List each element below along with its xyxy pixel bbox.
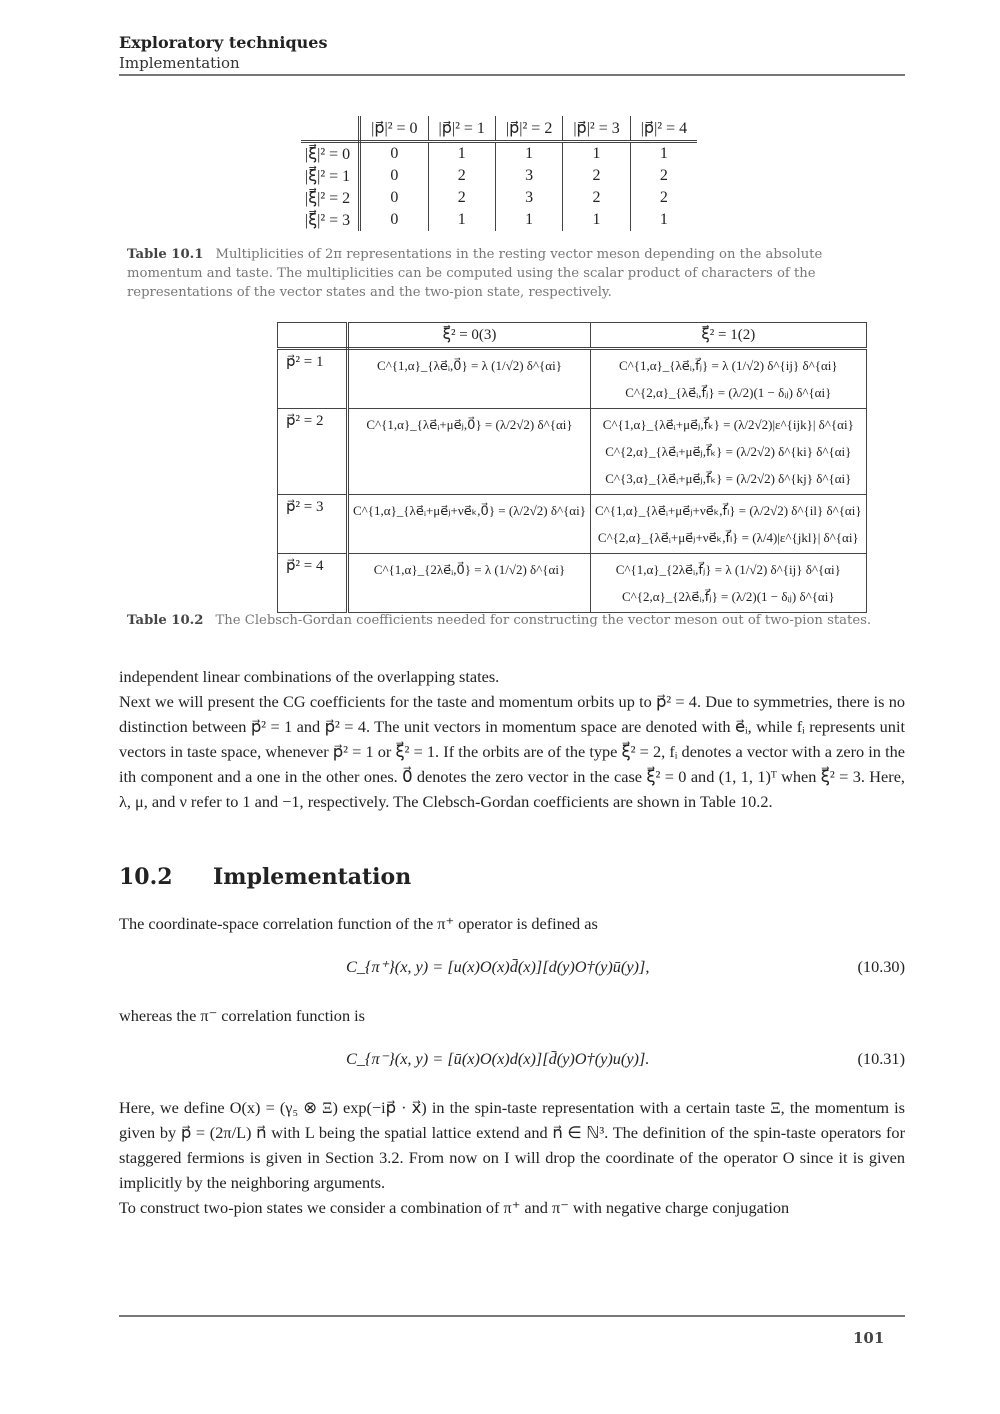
table-row — [301, 165, 697, 187]
equation-number: (10.31) — [857, 1049, 905, 1068]
formula: C^{1,α}_{λe⃗ᵢ,0⃗} = λ (1/√2) δ^{αi} — [377, 358, 562, 373]
page-number: 101 — [853, 1329, 885, 1347]
table-cell — [348, 554, 591, 613]
table-header-row — [301, 116, 697, 142]
row-header: |ξ⃗|² = 1 — [301, 165, 360, 187]
equation-number: (10.30) — [857, 957, 905, 976]
caption-label: Table 10.1 — [127, 247, 204, 262]
section-title: Implementation — [213, 864, 412, 890]
formula: C^{1,α}_{2λe⃗ᵢ,0⃗} = λ (1/√2) δ^{αi} — [373, 562, 566, 577]
paragraph: The coordinate-space correlation function of the π⁺ operator is defined as — [119, 914, 598, 933]
table-caption — [127, 245, 899, 302]
table-row — [278, 495, 867, 554]
column-header: |p⃗|² = 0 — [360, 116, 428, 142]
formula: C^{2,α}_{λe⃗ᵢ+μe⃗ⱼ+νe⃗ₖ,f⃗ₗ} = (λ/4)|ε^{jkl}| δ^{αi} — [597, 530, 859, 545]
table-cell: 3 — [495, 165, 562, 187]
table-cell: 2 — [428, 165, 495, 187]
footer-rule — [119, 1315, 905, 1317]
formula: C^{2,α}_{λe⃗ᵢ+μe⃗ⱼ,f⃗ₖ} = (λ/2√2) δ^{ki} δ^{αi} — [605, 444, 852, 459]
formula: C^{1,α}_{λe⃗ᵢ+μe⃗ⱼ+νe⃗ₖ,0⃗} = (λ/2√2) δ^{αi} — [353, 503, 586, 518]
formula: C^{1,α}_{2λe⃗ᵢ,f⃗ⱼ} = λ (1/√2) δ^{ij} δ^{αi} — [615, 562, 841, 577]
table-cell: 2 — [630, 187, 697, 209]
equation-expression: C_{π⁺}(x, y) = [u(x)O(x)d̄(x)][d(y)O†(y)ū(y)], — [346, 957, 650, 976]
chapter-title: Exploratory techniques — [119, 33, 328, 52]
section-subtitle: Implementation — [119, 54, 240, 72]
table-cell: 2 — [630, 165, 697, 187]
table-cell — [590, 495, 866, 554]
table-caption — [127, 611, 899, 630]
paragraph: whereas the π⁻ correlation function is — [119, 1006, 366, 1025]
body-text — [119, 664, 905, 814]
row-header: p⃗² = 1 — [278, 349, 348, 409]
table-cell: 1 — [495, 142, 562, 166]
table-cell — [348, 409, 591, 495]
section-heading — [119, 864, 411, 890]
paragraph: Here, we define O(x) = (γ₅ ⊗ Ξ) exp(−ip⃗ · x⃗) in the spin-taste representation with a certain taste Ξ, the momentum is given by p⃗ = (2π/L) n⃗ with L being the spatial lattice extend and n⃗ ∈ ℕ³. The definition of the spin-taste operators for staggered fermions is given in Section 3.2. From now on I will drop the coordinate of the operator O since it is given implicitly by the neighboring arguments. — [119, 1098, 905, 1192]
table-cell — [590, 349, 866, 409]
table-row — [301, 142, 697, 166]
table-cell — [590, 554, 866, 613]
table-cell: 1 — [495, 209, 562, 231]
body-text — [119, 1003, 905, 1028]
caption-text: The Clebsch-Gordan coefficients needed for constructing the vector meson out of two-pion states. — [215, 613, 872, 628]
table-header-row — [278, 323, 867, 349]
table-row — [301, 187, 697, 209]
column-header: |p⃗|² = 1 — [428, 116, 495, 142]
table-row — [301, 209, 697, 231]
formula: C^{2,α}_{λe⃗ᵢ,f⃗ⱼ} = (λ/2)(1 − δᵢⱼ) δ^{αi} — [625, 385, 832, 400]
formula: C^{1,α}_{λe⃗ᵢ+μe⃗ⱼ,f⃗ₖ} = (λ/2√2)|ε^{ijk}| δ^{αi} — [602, 417, 854, 432]
table-cell: 0 — [390, 211, 399, 228]
table-cell: 2 — [563, 187, 630, 209]
running-header — [119, 33, 905, 73]
multiplicity-table — [301, 116, 697, 231]
column-header: |p⃗|² = 4 — [630, 116, 697, 142]
table-cell: 2 — [428, 187, 495, 209]
paragraph: Next we will present the CG coefficients for the taste and momentum orbits up to p⃗² = 4. Due to symmetries, there is no distinction between p⃗² = 1 and p⃗² = 4. The unit vectors in momentum space are denoted with e⃗ᵢ, while fᵢ represents unit vectors in taste space, whenever p⃗² = 1 or ξ⃗² = 1. If the orbits are of the type ξ⃗² = 2, fᵢ denotes a vector with a zero in the ith component and a one in the other ones. 0⃗ denotes the zero vector in the case ξ⃗² = 0 and (1, 1, 1)ᵀ when ξ⃗² = 3. Here, λ, μ, and ν refer to 1 and −1, respectively. The Clebsch-Gordan coefficients are shown in Table 10.2. — [119, 692, 905, 811]
table-cell: 1 — [563, 209, 630, 231]
table-cell: 1 — [630, 209, 697, 231]
formula: C^{2,α}_{2λe⃗ᵢ,f⃗ⱼ} = (λ/2)(1 − δᵢⱼ) δ^{αi} — [621, 589, 835, 604]
column-header: |p⃗|² = 3 — [563, 116, 630, 142]
table-cell: 2 — [563, 165, 630, 187]
table-cell: 1 — [428, 142, 495, 166]
paragraph: independent linear combinations of the overlapping states. — [119, 667, 500, 686]
caption-text: Multiplicities of 2π representations in the resting vector meson depending on the absolute momentum and taste. The multiplicities can be computed using the scalar product of characters of the representations of the vector states and the two-pion state, respectively. — [127, 247, 823, 300]
equation — [119, 1049, 905, 1075]
row-header: |ξ⃗|² = 3 — [301, 209, 360, 231]
table-row — [278, 554, 867, 613]
table-cell — [348, 349, 591, 409]
caption-label: Table 10.2 — [127, 613, 204, 628]
table-row — [278, 349, 867, 409]
table-cell: 0 — [390, 167, 399, 184]
formula: C^{1,α}_{λe⃗ᵢ+μe⃗ⱼ+νe⃗ₖ,f⃗ₗ} = (λ/2√2) δ^{il} δ^{αi} — [594, 503, 862, 518]
column-header: |p⃗|² = 2 — [495, 116, 562, 142]
table-cell — [590, 409, 866, 495]
table-cell: 0 — [390, 189, 399, 206]
body-text — [119, 911, 905, 936]
formula: C^{1,α}_{λe⃗ᵢ,f⃗ⱼ} = λ (1/√2) δ^{ij} δ^{αi} — [618, 358, 838, 373]
equation-expression: C_{π⁻}(x, y) = [ū(x)O(x)d(x)][d̄(y)O†(y)u(y)]. — [346, 1049, 650, 1068]
row-header: |ξ⃗|² = 2 — [301, 187, 360, 209]
paragraph: To construct two-pion states we consider a combination of π⁺ and π⁻ with negative charge conjugation — [119, 1198, 790, 1217]
table-row — [278, 409, 867, 495]
table-cell: 1 — [563, 142, 630, 166]
table-cell: 1 — [428, 209, 495, 231]
clebsch-gordan-table — [277, 322, 867, 613]
row-header: |ξ⃗|² = 0 — [301, 142, 360, 166]
body-text — [119, 1095, 905, 1220]
column-header: ξ⃗² = 0(3) — [348, 323, 591, 349]
row-header: p⃗² = 3 — [278, 495, 348, 554]
formula: C^{3,α}_{λe⃗ᵢ+μe⃗ⱼ,f⃗ₖ} = (λ/2√2) δ^{kj} δ^{αi} — [605, 471, 852, 486]
header-rule — [119, 74, 905, 76]
row-header: p⃗² = 2 — [278, 409, 348, 495]
section-number: 10.2 — [119, 864, 173, 890]
column-header: ξ⃗² = 1(2) — [590, 323, 866, 349]
table-cell: 1 — [630, 142, 697, 166]
table-cell: 3 — [495, 187, 562, 209]
row-header: p⃗² = 4 — [278, 554, 348, 613]
equation — [119, 957, 905, 983]
table-cell — [348, 495, 591, 554]
table-cell: 0 — [390, 145, 399, 162]
formula: C^{1,α}_{λe⃗ᵢ+μe⃗ⱼ,0⃗} = (λ/2√2) δ^{αi} — [366, 417, 573, 432]
